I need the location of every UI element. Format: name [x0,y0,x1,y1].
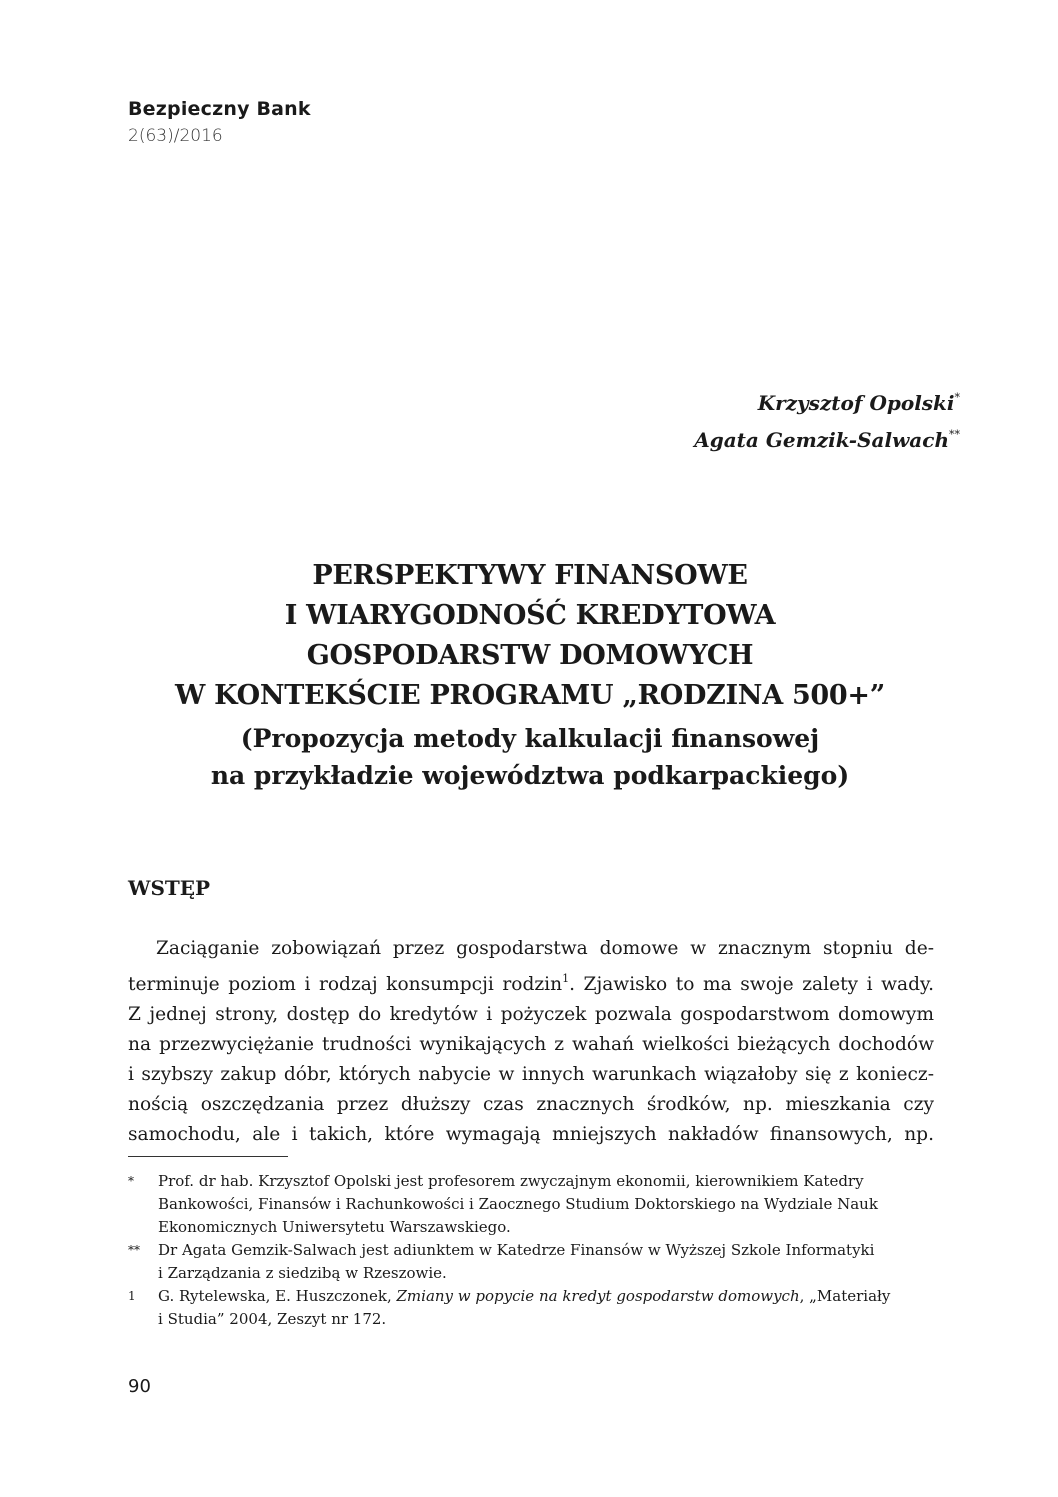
footnote-line: Ekonomicznych Uniwersytetu Warszawskiego. [158,1218,511,1236]
author-footnote-mark: ** [949,428,960,441]
footnote-text-segment: , „Materiały [799,1287,891,1305]
body-paragraph [128,934,934,1150]
footnote-line: Prof. dr hab. Krzysztof Opolski jest profesorem zwyczajnym ekonomii, kierownikiem Katedry [158,1172,864,1190]
body-line: na przezwyciężanie trudności wynikających z wahań wielkości bieżących dochodów [128,1034,934,1055]
title-line: W KONTEKŚCIE PROGRAMU „RODZINA 500+” [175,680,885,711]
footnote-line: i Studia” 2004, Zeszyt nr 172. [158,1310,387,1328]
body-line: samochodu, ale i takich, które wymagają mniejszych nakładów finansowych, np. [128,1124,934,1145]
journal-header [128,98,311,146]
footnote-reference[interactable]: 1 [562,972,570,985]
body-line: i szybszy zakup dóbr, których nabycie w innych warunkach wiązałoby się z koniecz- [128,1064,934,1085]
subtitle-line: (Propozycja metody kalkulacji finansowej [240,724,820,753]
article-subtitle [100,720,960,794]
author-name: Agata Gemzik-Salwach [694,428,949,452]
footnote-mark: ** [128,1243,140,1257]
page-number: 90 [128,1376,151,1397]
title-line: I WIARYGODNOŚĆ KREDYTOWA [284,600,776,631]
title-line: PERSPEKTYWY FINANSOWE [312,560,748,591]
body-text-segment: terminuje poziom i rodzaj konsumpcji rodzin [128,974,563,995]
body-line [128,964,934,1000]
footnote-line: i Zarządzania z siedzibą w Rzeszowie. [158,1264,447,1282]
author-1 [694,382,960,419]
body-line: Zaciąganie zobowiązań przez gospodarstwa domowe w znacznym stopniu de- [156,938,934,959]
journal-name: Bezpieczny Bank [128,98,311,120]
section-heading: WSTĘP [128,876,211,900]
footnote-line: Dr Agata Gemzik-Salwach jest adiunktem w Katedrze Finansów w Wyższej Szkole Informatyki [158,1241,875,1259]
author-2 [694,419,960,456]
body-text-segment: . Zjawisko to ma swoje zalety i wady. [569,974,934,995]
footnote-2 [128,1239,934,1285]
footnote-3 [128,1285,934,1331]
footnote-mark: 1 [128,1289,136,1303]
journal-issue: 2(63)/2016 [128,126,223,146]
author-footnote-mark: * [954,391,960,404]
cited-title: Zmiany w popycie na kredyt gospodarstw domowych [396,1287,800,1305]
article-title [100,556,960,794]
author-name: Krzysztof Opolski [757,391,955,415]
footnote-line [158,1285,934,1308]
footnote-mark: * [128,1174,134,1188]
title-line: GOSPODARSTW DOMOWYCH [306,640,754,671]
body-line: Z jednej strony, dostęp do kredytów i pożyczek pozwala gospodarstwom domowym [128,1004,934,1025]
footnotes [128,1170,934,1331]
subtitle-line: na przykładzie województwa podkarpackiego) [210,761,850,790]
body-line: nością oszczędzania przez dłuższy czas znacznych środków, np. mieszkania czy [128,1094,934,1115]
authors [694,382,960,456]
footnote-line: Bankowości, Finansów i Rachunkowości i Zaocznego Studium Doktorskiego na Wydziale Nauk [158,1195,878,1213]
footnote-text-segment: G. Rytelewska, E. Huszczonek, [158,1287,397,1305]
footnote-divider [128,1156,288,1157]
footnote-1 [128,1170,934,1239]
